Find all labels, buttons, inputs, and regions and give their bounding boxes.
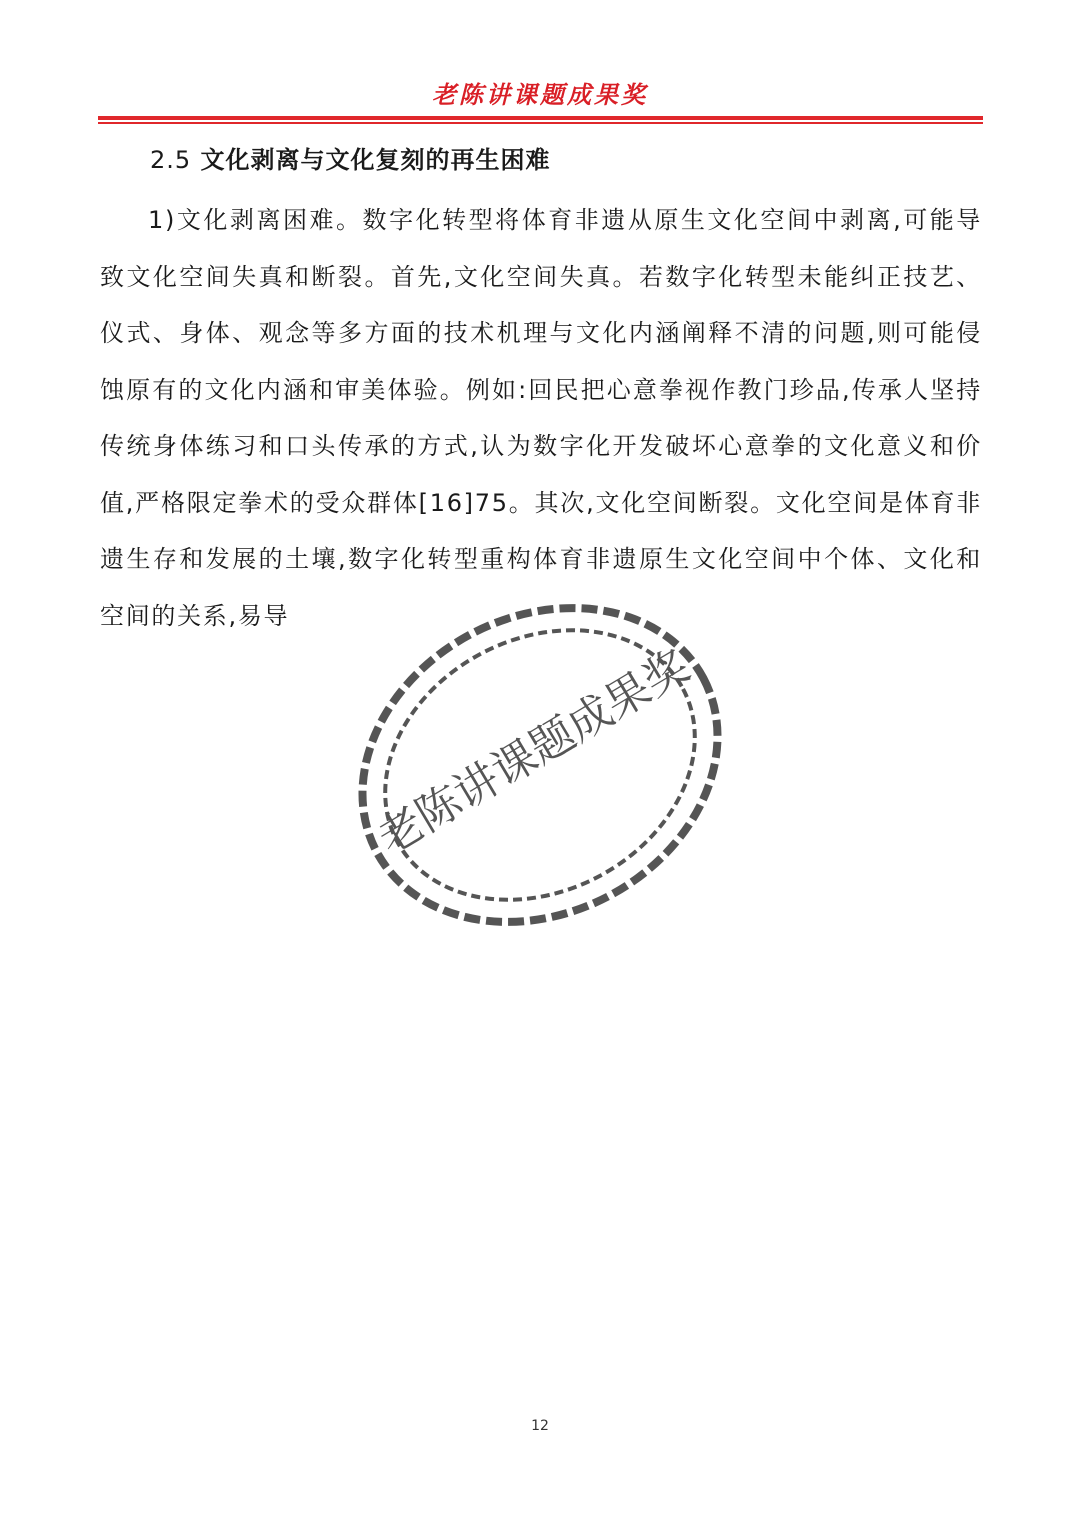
page-number: 12 bbox=[531, 1418, 549, 1434]
section-heading bbox=[150, 140, 551, 180]
section-title: 文化剥离与文化复刻的再生困难 bbox=[200, 146, 551, 174]
header-rule-thin bbox=[98, 122, 983, 124]
header-rule-thick bbox=[98, 116, 983, 120]
seal-text bbox=[370, 640, 698, 864]
seal-text-path: 老陈讲课题成果奖 bbox=[369, 640, 698, 865]
header-title: 老陈讲课题成果奖 bbox=[432, 80, 648, 109]
section-number: 2.5 bbox=[150, 146, 192, 174]
watermark-seal bbox=[340, 590, 740, 940]
body-paragraph: 1)文化剥离困难。数字化转型将体育非遗从原生文化空间中剥离,可能导致文化空间失真和断裂。首先,文化空间失真。若数字化转型未能纠正技艺、仪式、身体、观念等多方面的技术机理与文化内涵阐释不清的问题,则可能侵蚀原有的文化内涵和审美体验。例如:回民把心意拳视作教门珍品,传承人坚持传统身体练习和口头传承的方式,认为数字化开发破坏心意拳的文化意义和价值,严格限定拳术的受众群体[16]75。其次,文化空间断裂。文化空间是体育非遗生存和发展的土壤,数字化转型重构体育非遗原生文化空间中个体、文化和空间的关系,易导 bbox=[100, 206, 982, 630]
